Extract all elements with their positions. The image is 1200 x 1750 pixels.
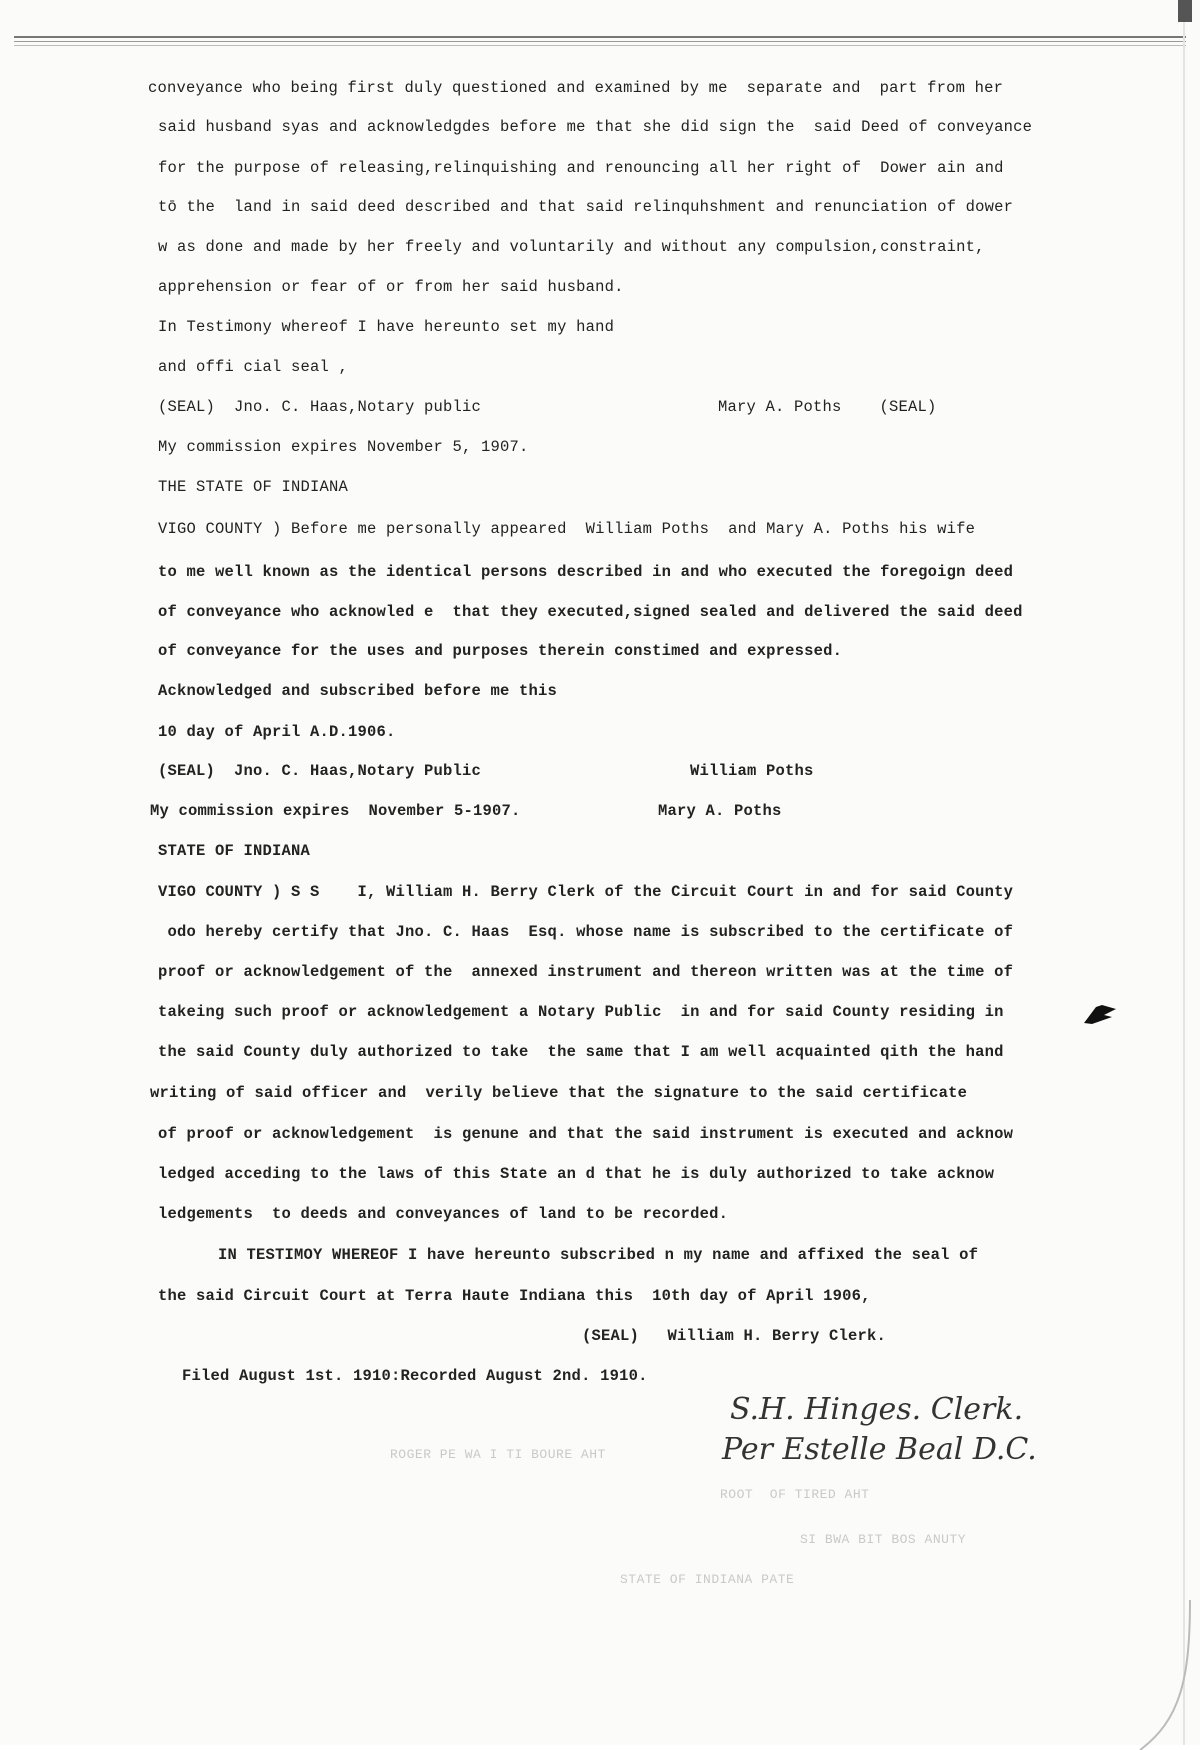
commission-line-2: My commission expires November 5-1907. — [150, 802, 521, 820]
body-line: In Testimony whereof I have hereunto set my hand — [158, 318, 615, 336]
deputy-signature: Per Estelle Beal D.C. — [722, 1432, 1037, 1467]
page-edge — [1183, 0, 1185, 1745]
body-line: apprehension or fear of or from her said husband. — [158, 278, 624, 296]
ack-line: of conveyance who acknowled e that they executed,signed sealed and delivered the said deed — [158, 603, 1023, 621]
body-line: and offi cial seal , — [158, 358, 349, 376]
ack-line: VIGO COUNTY ) Before me personally appeared William Poths and Mary A. Poths his wife — [158, 520, 976, 538]
cert-line: VIGO COUNTY ) S S I, William H. Berry Clerk of the Circuit Court in and for said County — [158, 883, 1014, 901]
bleed-through-text: ROOT OF TIRED AHT — [720, 1487, 870, 1502]
commission-line: My commission expires November 5, 1907. — [158, 438, 529, 456]
top-rule — [14, 36, 1186, 38]
body-line: for the purpose of releasing,relinquishing and renouncing all her right of Dower ain and — [158, 159, 1004, 177]
bleed-through-text: SI BWA BIT BOS ANUTY — [800, 1532, 967, 1547]
clerk-signature: S.H. Hinges. Clerk. — [730, 1392, 1024, 1427]
testimony-line: IN TESTIMOY WHEREOF I have hereunto subscribed n my name and affixed the seal of — [218, 1246, 979, 1264]
page-corner-shadow — [1178, 0, 1192, 22]
ink-smudge-icon — [1082, 1003, 1118, 1025]
ack-line: Acknowledged and subscribed before me this — [158, 682, 558, 700]
state-heading: THE STATE OF INDIANA — [158, 478, 349, 496]
page-curl — [1120, 1600, 1200, 1750]
testimony-line: the said Circuit Court at Terra Haute Indiana this 10th day of April 1906, — [158, 1287, 871, 1305]
cert-line: writing of said officer and verily believe that the signature to the said certificate — [150, 1084, 968, 1102]
body-line: tō the land in said deed described and that said relinquhshment and renunciation of dower — [158, 198, 1014, 216]
signer-name: William Poths — [690, 762, 814, 780]
clerk-seal-line: (SEAL) William H. Berry Clerk. — [582, 1327, 887, 1345]
cert-line: proof or acknowledgement of the annexed instrument and thereon written was at the time of — [158, 963, 1014, 981]
cert-line: odo hereby certify that Jno. C. Haas Esq. whose name is subscribed to the certificate of — [158, 923, 1014, 941]
body-line: conveyance who being first duly questioned and examined by me separate and part from her — [148, 79, 1004, 97]
body-line: w as done and made by her freely and voluntarily and without any compulsion,constraint, — [158, 238, 985, 256]
signer-name: Mary A. Poths — [658, 802, 782, 820]
state-heading-2: STATE OF INDIANA — [158, 842, 311, 860]
bleed-through-text: STATE OF INDIANA PATE — [620, 1572, 795, 1587]
body-line: said husband syas and acknowledgdes before me that she did sign the said Deed of conveyance — [158, 118, 1033, 136]
ack-line: of conveyance for the uses and purposes therein constimed and expressed. — [158, 642, 843, 660]
bleed-through-text: ROGER PE WA I TI BOURE AHT — [390, 1447, 606, 1462]
ack-line: 10 day of April A.D.1906. — [158, 723, 396, 741]
filed-recorded-line: Filed August 1st. 1910:Recorded August 2nd. 1910. — [182, 1367, 648, 1385]
notary-seal-line-2: (SEAL) Jno. C. Haas,Notary Public — [158, 762, 482, 780]
top-rule — [14, 45, 1186, 46]
signer-name-seal: Mary A. Poths (SEAL) — [718, 398, 937, 416]
cert-line: of proof or acknowledgement is genune and that the said instrument is executed and acknow — [158, 1125, 1014, 1143]
ack-line: to me well known as the identical persons described in and who executed the foregoign deed — [158, 563, 1014, 581]
notary-seal-line: (SEAL) Jno. C. Haas,Notary public — [158, 398, 482, 416]
cert-line: the said County duly authorized to take the same that I am well acquainted qith the hand — [158, 1043, 1004, 1061]
cert-line: takeing such proof or acknowledgement a Notary Public in and for said County residing in — [158, 1003, 1004, 1021]
top-rule — [14, 41, 1186, 42]
cert-line: ledged acceding to the laws of this State an d that he is duly authorized to take acknow — [158, 1165, 995, 1183]
cert-line: ledgements to deeds and conveyances of land to be recorded. — [158, 1205, 729, 1223]
